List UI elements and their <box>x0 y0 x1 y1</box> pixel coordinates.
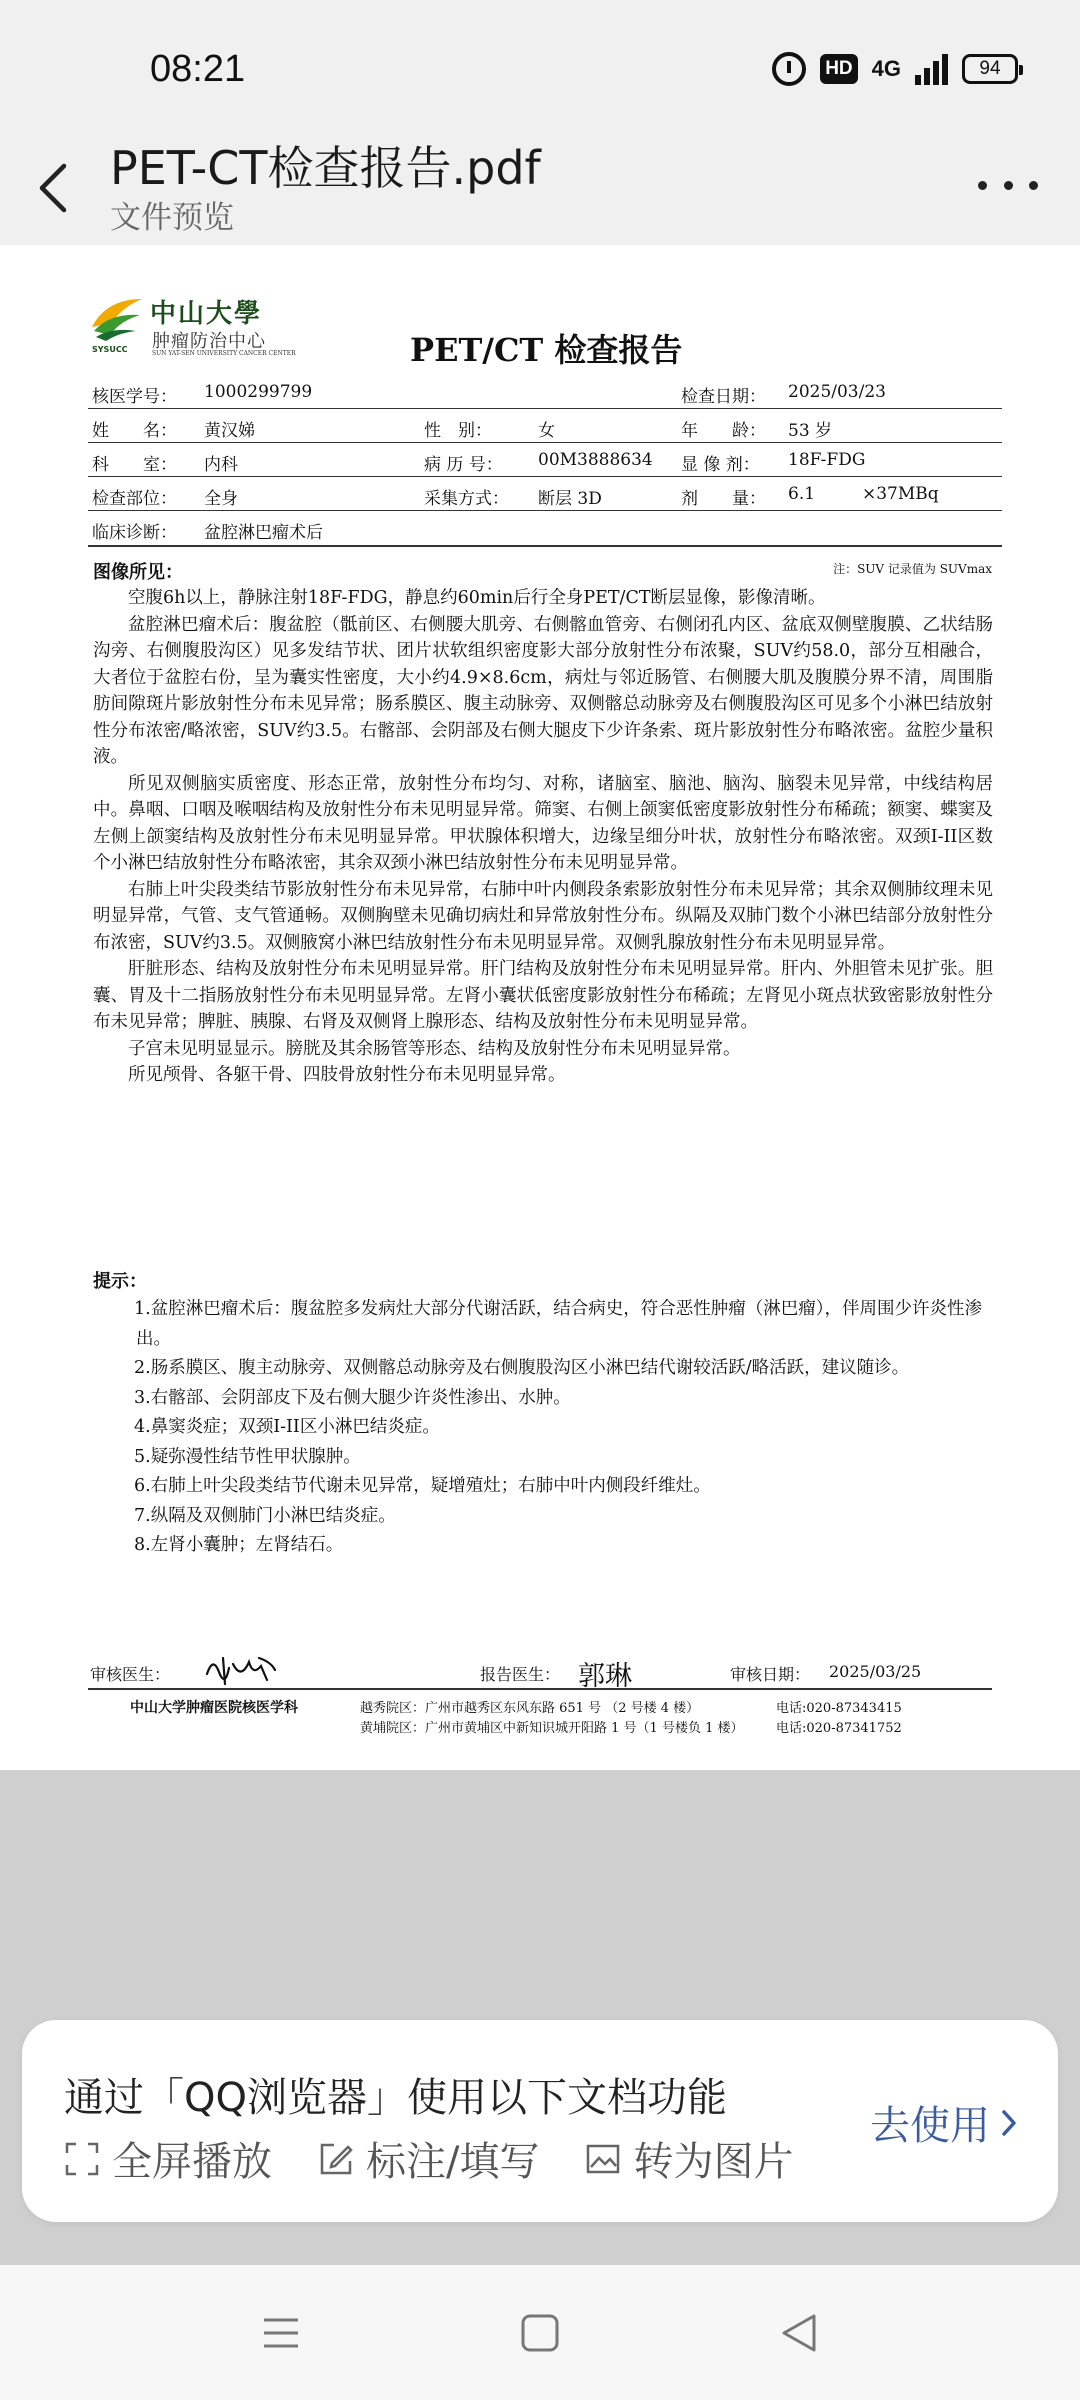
chevron-right-icon <box>1000 2108 1018 2138</box>
file-title: PET-CT检查报告.pdf <box>110 141 541 195</box>
edit-icon <box>318 2141 354 2177</box>
signature-row: 审核医生： 报告医生： 郭琳 审核日期： 2025/03/25 <box>88 1650 992 1690</box>
pdf-page[interactable]: 中山大學 肿瘤防治中心 SUN YAT-SEN UNIVERSITY CANCER CENTER SYSUCC PET/CT 检查报告 核医学号： 1000299799 检查日期： 2025/03/23 姓 名： 黄汉娣 性 别： 女 年 龄： 53 岁 科 室： 内科 病 历 号： 00M3888634 显 像 剂： 18F-FDG 检查部位： 全身 采集方式： 断层 3D 剂 量： 6.1 ×37MBq 临床诊断： 盆腔淋巴瘤术后 注：SUV 记录值为 SUVmax 图像所见： 空腹6h以上，静脉注射18F-FDG，静息约60min后行全身PET/CT断层显像，影像清晰。 盆腔淋巴瘤术后：腹盆腔（骶前区、右侧腰大肌旁、右侧髂血管旁、右侧闭孔内区、盆底双侧壁腹膜、乙状结肠沟旁、右侧腹股沟区）见多发结节状、团片状软组织密度影大部分放射性分布浓聚，SUV约58.0，部分互相融合，大者位于盆腔右份，呈为囊实性密度，大小约4.9×8.6cm，病灶与邻近肠管、右侧腰大肌及腹膜分界不清，周围脂肪间隙斑片影放射性分布未见异常；肠系膜区、腹主动脉旁、双侧髂总动脉旁及右侧腹股沟区可见多个小淋巴结放射性分布浓密/略浓密，SUV约3.5。右髂部、会阴部及右侧大腿皮下少许条索、斑片影放射性分布略浓密。盆腔少量积液。 所见双侧脑实质密度、形态正常，放射性分布均匀、对称，诸脑室、脑池、脑沟、脑裂未见异常，中线结构居中。鼻咽、口咽及喉咽结构及放射性分布未见明显异常。筛窦、右侧上颌窦低密度影放射性分布稀疏；额窦、蝶窦及左侧上颌窦结构及放射性分布未见明显异常。甲状腺体积增大，边缘呈细分叶状，放射性分布略浓密。双颈I-II区数个小淋巴结放射性分布略浓密，其余双颈小淋巴结放射性分布未见明显异常。 右肺上叶尖段类结节影放射性分布未见异常，右肺中叶内侧段条索影放射性分布未见异常；其余双侧肺纹理未见明显异常，气管、支气管通畅。双侧胸壁未见确切病灶和异常放射性分布。纵隔及双肺门数个小淋巴结部分放射性分布浓密，SUV约3.5。双侧腋窝小淋巴结放射性分布未见明显异常。双侧乳腺放射性分布未见明显异常。 肝脏形态、结构及放射性分布未见明显异常。肝门结构及放射性分布未见明显异常。肝内、外胆管未见扩张。胆囊、胃及十二指肠放射性分布未见明显异常。左肾小囊状低密度影放射性分布稀疏；左肾见小斑点状致密影放射性分布未见异常；脾脏、胰腺、右肾及双侧肾上腺形态、结构及放射性分布未见明显异常。 子宫未见明显显示。膀胱及其余肠管等形态、结构及放射性分布未见明显异常。 所见颅骨、各躯干骨、四肢骨放射性分布未见明显异常。 提示： 1.盆腔淋巴瘤术后：腹盆腔多发病灶大部分代谢活跃，结合病史，符合恶性肿瘤（淋巴瘤），伴周围少许炎性渗出。 2.肠系膜区、腹主动脉旁、双侧髂总动脉旁及右侧腹股沟区小淋巴结代谢较活跃/略活跃，建议随诊。 3.右髂部、会阴部皮下及右侧大腿少许炎性渗出、水肿。 4.鼻窦炎症；双颈I-II区小淋巴结炎症。 5.疑弥漫性结节性甲状腺肿。 6.右肺上叶尖段类结节代谢未见异常，疑增殖灶；右肺中叶内侧段纤维灶。 7.纵隔及双侧肺门小淋巴结炎症。 8.左肾小囊肿；左肾结石。 审核医生： 报告医生： 郭琳 审核日期： 2025/03/25 中山大学肿瘤医院核医学科 越秀院区：广州市越秀区东风东路 651 号 （2 号楼 4 楼） 黄埔院区：广州市黄埔区中新知识城开阳路 1 号（1 号楼负 1 楼） 电话:020-87343415 电话:020-87341752 <box>0 245 1080 1770</box>
convert-to-image-button[interactable]: 转为图片 <box>585 2130 793 2187</box>
info-row-4: 检查部位： 全身 采集方式： 断层 3D 剂 量： 6.1 ×37MBq <box>88 477 1002 511</box>
findings-text: 空腹6h以上，静脉注射18F-FDG，静息约60min后行全身PET/CT断层显像，影像清晰。 盆腔淋巴瘤术后：腹盆腔（骶前区、右侧腰大肌旁、右侧髂血管旁、右侧闭孔内区、盆底双侧壁腹膜、乙状结肠沟旁、右侧腹股沟区）见多发结节状、团片状软组织密度影大部分放射性分布浓聚，SUV约58.0，部分互相融合，大者位于盆腔右份，呈为囊实性密度，大小约4.9×8.6cm，病灶与邻近肠管、右侧腰大肌及腹膜分界不清，周围脂肪间隙斑片影放射性分布未见异常；肠系膜区、腹主动脉旁、双侧髂总动脉旁及右侧腹股沟区可见多个小淋巴结放射性分布浓密/略浓密，SUV约3.5。右髂部、会阴部及右侧大腿皮下少许条索、斑片影放射性分布略浓密。盆腔少量积液。 所见双侧脑实质密度、形态正常，放射性分布均匀、对称，诸脑室、脑池、脑沟、脑裂未见异常，中线结构居中。鼻咽、口咽及喉咽结构及放射性分布未见明显异常。筛窦、右侧上颌窦低密度影放射性分布稀疏；额窦、蝶窦及左侧上颌窦结构及放射性分布未见明显异常。甲状腺体积增大，边缘呈细分叶状，放射性分布略浓密。双颈I-II区数个小淋巴结放射性分布略浓密，其余双颈小淋巴结放射性分布未见明显异常。 右肺上叶尖段类结节影放射性分布未见异常，右肺中叶内侧段条索影放射性分布未见异常；其余双侧肺纹理未见明显异常，气管、支气管通畅。双侧胸壁未见确切病灶和异常放射性分布。纵隔及双肺门数个小淋巴结部分放射性分布浓密，SUV约3.5。双侧腋窝小淋巴结放射性分布未见明显异常。双侧乳腺放射性分布未见明显异常。 肝脏形态、结构及放射性分布未见明显异常。肝门结构及放射性分布未见明显异常。肝内、外胆管未见扩张。胆囊、胃及十二指肠放射性分布未见明显异常。左肾小囊状低密度影放射性分布稀疏；左肾见小斑点状致密影放射性分布未见异常；脾脏、胰腺、右肾及双侧肾上腺形态、结构及放射性分布未见明显异常。 子宫未见明显显示。膀胱及其余肠管等形态、结构及放射性分布未见明显异常。 所见颅骨、各躯干骨、四肢骨放射性分布未见明显异常。 <box>93 588 993 1085</box>
findings-heading: 图像所见： <box>93 562 183 583</box>
tips-list: 1.盆腔淋巴瘤术后：腹盆腔多发病灶大部分代谢活跃，结合病史，符合恶性肿瘤（淋巴瘤），伴周围少许炎性渗出。 2.肠系膜区、腹主动脉旁、双侧髂总动脉旁及右侧腹股沟区小淋巴结代谢较活跃/略活跃，建议随诊。 3.右髂部、会阴部皮下及右侧大腿少许炎性渗出、水肿。 4.鼻窦炎症；双颈I-II区小淋巴结炎症。 5.疑弥漫性结节性甲状腺肿。 6.右肺上叶尖段类结节代谢未见异常，疑增殖灶；右肺中叶内侧段纤维灶。 7.纵隔及双侧肺门小淋巴结炎症。 8.左肾小囊肿；左肾结石。 <box>134 1299 982 1555</box>
app-bar <box>0 130 1080 245</box>
info-row-3: 科 室： 内科 病 历 号： 00M3888634 显 像 剂： 18F-FDG <box>88 443 1002 477</box>
hospital-logo: 中山大學 肿瘤防治中心 SUN YAT-SEN UNIVERSITY CANCER CENTER SYSUCC <box>88 293 288 363</box>
more-options-icon[interactable] <box>978 175 1038 195</box>
promo-title: 通过「QQ浏览器」使用以下文档功能 <box>64 2075 727 2121</box>
image-icon <box>585 2141 621 2177</box>
promo-actions <box>64 2130 793 2187</box>
annotate-fill-button[interactable]: 标注/填写 <box>318 2130 539 2187</box>
reviewer-signature-icon <box>201 1650 281 1688</box>
report-title: PET/CT 检查报告 <box>410 331 683 369</box>
patient-info-table <box>88 375 1002 547</box>
back-triangle-icon[interactable] <box>776 2310 822 2356</box>
info-row-1: 核医学号： 1000299799 检查日期： 2025/03/23 <box>88 375 1002 409</box>
go-use-button[interactable]: 去使用 <box>870 2094 1018 2151</box>
fullscreen-play-button[interactable]: 全屏播放 <box>64 2130 272 2187</box>
sysucc-leaf-icon <box>88 293 146 347</box>
alarm-icon <box>772 52 806 86</box>
back-arrow-icon[interactable] <box>30 152 80 222</box>
tips-heading: 提示： <box>93 1271 147 1292</box>
fullscreen-icon <box>64 2141 100 2177</box>
info-row-2: 姓 名： 黄汉娣 性 别： 女 年 龄： 53 岁 <box>88 409 1002 443</box>
battery-icon: 94 <box>962 54 1018 84</box>
menu-icon[interactable] <box>258 2310 304 2356</box>
status-time: 08:21 <box>150 48 246 90</box>
status-icons <box>772 52 1018 86</box>
signal-icon <box>915 53 948 85</box>
status-bar <box>0 0 1080 130</box>
suv-note: 注：SUV 记录值为 SUVmax <box>833 562 992 576</box>
network-type-label: 4G <box>871 56 901 81</box>
qq-browser-promo-card <box>22 2020 1058 2222</box>
system-nav-bar <box>0 2265 1080 2400</box>
info-row-diagnosis: 临床诊断： 盆腔淋巴瘤术后 <box>88 511 1002 547</box>
hd-icon: HD <box>820 54 857 84</box>
home-icon[interactable] <box>517 2310 563 2356</box>
file-subtitle: 文件预览 <box>110 200 234 236</box>
